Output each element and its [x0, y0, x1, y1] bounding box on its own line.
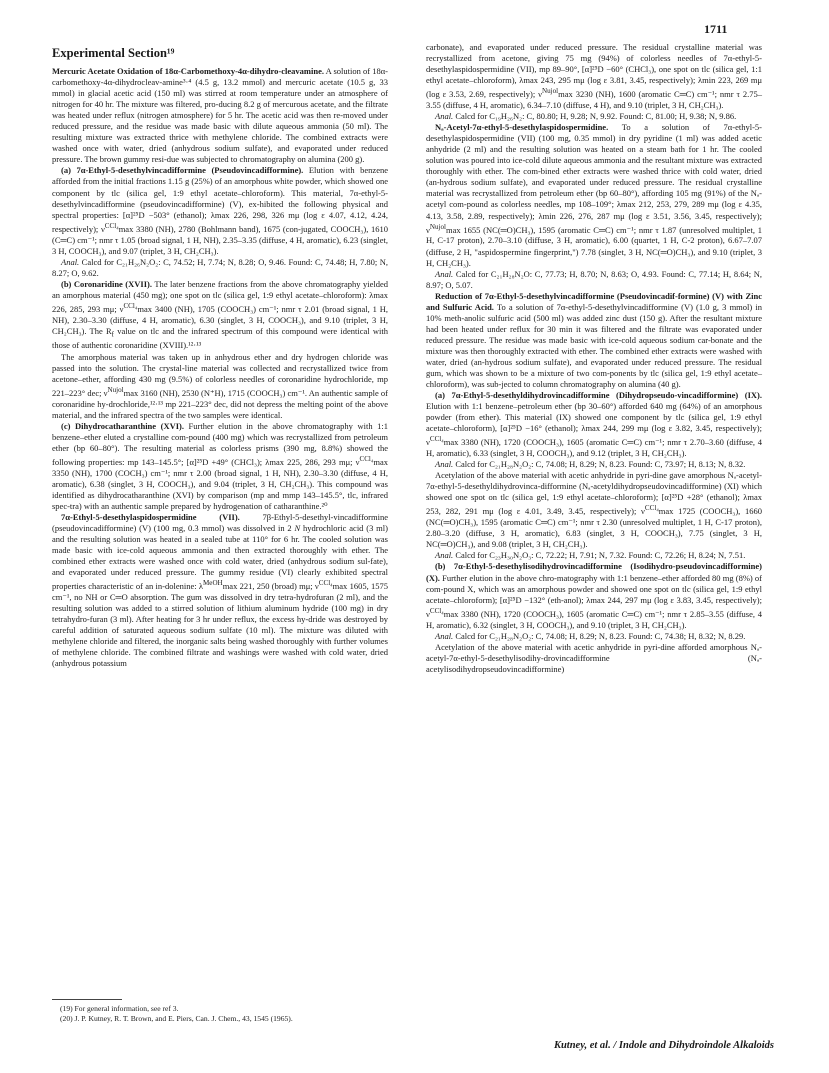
right-paragraph: carbonate), and evaporated under reduced pressure. The residual crystalline material was recrystallized from acetone, giving 75 mg (94%) of colorless needles of 7α-ethyl-5-desethylaspidospermidine (VII), mp 89–90°, [α]²⁵D −60° (CHCl₃), one spot on tlc (silica gel, 1:1 ethyl acetate–chloroform), λmax 243, 295 mμ (log ε 3.81, 3.45, respectively); λmin 223, 269 mμ (log ε 3.53, 2.69, respectively); $\nu^{Nujol}\max$ 3230 (NH), 1600 (aromatic C═C) cm⁻¹; nmr τ 2.75–3.55 (diffuse, 4 H, aromatic), 6.34–7.10 (diffuse, 4 H), and 9.10 (triplet, 3 H, CH₂CH₃).: [426, 42, 762, 111]
right-paragraph: Acetylation of the above material with acetic anhydride in pyri-dine afforded amorphous Nₐ-acetyl-7α-ethyl-5-desethylisodihy-drovincadifformine (Nₐ-acetylisodihydropseudovincadifformine): [426, 641, 762, 674]
right-paragraph: Anal. Calcd for C₂₃H₃₀N₂O₃: C, 72.22; H, 7.91; N, 7.32. Found: C, 72.26; H, 8.24; N, 7.51.: [435, 550, 746, 561]
right-paragraph: Reduction of 7α-Ethyl-5-desethylvincadifformine (Pseudovincadif-formine) (V) with Zinc and Sulfuric Acid. To a solution of 7α-ethyl-5-desethylvincadifformine (V) (1.0 g, 3 mmol) in 10% meth-anolic sulfuric acid (500 ml) was added zinc dust (150 g). After the resultant mixture had been heated under reflux for 30 min it was filtered and the filtrate was evaporated under reduced pressure. The residue was made basic with ice-cold aqueous sodium car-bonate and the mixture was then thoroughly extracted with ether. The combined ether extracts were washed with water, dried (an-hydrous sodium sulfate), and evaporated under reduced pressure. The residual gum, which was shown to be a mixture of two com-ponents by tlc (silica gel, 1:9 ethyl acetate–chloroform), was sub-jected to column chromatography on alumina (40 g).: [426, 290, 762, 390]
right-paragraph: Anal. Calcd for C₁₉H₂₆N₂: C, 80.80; H, 9.28; N, 9.92. Found: C, 81.00; H, 9.38; N, 9.86.: [435, 111, 737, 122]
right-paragraphs: [426, 42, 762, 675]
footnote-20: (20) J. P. Kutney, R. T. Brown, and E. Piers, Can. J. Chem., 43, 1545 (1965).: [60, 1014, 293, 1023]
right-paragraph: (b) 7α-Ethyl-5-desethylisodihydrovincadifformine (Isodihydro-pseudovincadifformine) (X). Further elution in the above chro-matography with 1:1 benzene–ether afforded 80 mg (8%) of com-pound X, which was an amorphous powder and showed one spot on tlc (silica gel, 1:9 ethyl acetate–chloroform); [α]²⁵D −132° (eth-anol); λmax 244, 297 mμ (log ε 3.83, 3.45, respectively); $\nu^{CCl_4}\max$ 3380 (NH), 1720 (COOCH₃), 1605 (aromatic C═C) cm⁻¹; nmr τ 2.85–3.55 (diffuse, 4 H, aromatic), 6.32 (singlet, 3 H, COOCH₃), and 9.10 (triplet, 3 H, CH₂CH₃).: [426, 561, 762, 630]
left-paragraph: The amorphous material was taken up in anhydrous ether and dry hydrogen chloride was passed into the solution. The crystal-line material was collected and recrystallized twice from acetone–ether, affording 430 mg (9.5%) of colorless needles of coronaridine hydrochloride, mp 221–223° dec; $\nu^{Nujol}\max$ 3160 (NH), 2530 (N⁺H), 1715 (COOCH₃) cm⁻¹. An authentic sample of coronaridine hy-drochloride,¹²·¹³ mp 221–223° dec, did not depress the melting point of the above material, and the infrared spectra of the two samples were identical.: [52, 351, 388, 420]
footnote-19: (19) For general information, see ref 3.: [60, 1004, 179, 1013]
right-paragraph: Anal. Calcd for C₂₁H₂₈N₂O: C, 77.73; H, 8.70; N, 8.63; O, 4.93. Found: C, 77.14; H, 8.64; N, 8.97; O, 5.07.: [426, 268, 762, 290]
left-paragraph: Anal. Calcd for C₂₁H₂₆N₂O₂: C, 74.52; H, 7.74; N, 8.28; O, 9.46. Found: C, 74.48; H, 7.80; N, 8.27; O, 9.62.: [52, 256, 388, 278]
footnotes: [52, 1004, 388, 1024]
right-paragraph: Acetylation of the above material with acetic anhydride in pyri-dine gave amorphous Nₐ-acetyl-7α-ethyl-5-desethyldihydrovinca-difformine (Nₐ-acetyldihydropseudovincadifformine) (XI) which showed one spot on tlc (silica gel, 1:9 ethyl acetate–chloroform); [α]²⁵D +28° (ethanol); λmax 253, 282, 291 mμ (log ε 4.01, 3.49, 3.45, respectively); $\nu^{CCl_4}\max$ 1725 (COOCH₃), 1660 (NC(═O)CH₃), 1595 (aromatic C═C) cm⁻¹; nmr τ 2.30 (unresolved multiplet, 1 H, C-17 proton), 2.80–3.20 (diffuse, 3 H, aromatic), 6.83 (singlet, 3 H, COOCH₃), 7.75 (singlet, 3 H, NC(═O)CH₃), and 9.08 (triplet, 3 H, CH₂CH₃).: [426, 470, 762, 550]
left-paragraph: (b) Coronaridine (XVII). The later benzene fractions from the above chromatography yielded an amorphous material (450 mg); one spot on tlc (silica gel, 1:9 ethyl acetate–chloroform): λmax 226, 285, 293 mμ; $\nu^{CCl_4}\max$ 3400 (NH), 1705 (COOCH₃) cm⁻¹; nmr τ 2.01 (broad signal, 1 H, NH), 2.30–3.30 (diffuse, 4 H, aromatic), 6.30 (singlet, 3 H, COOCH₃), and 9.10 (triplet, 3 H, CH₂CH₃). The $R_f$ value on tlc and the infrared spectrum of this compound were identical with those of authentic coronaridine (XVIII).¹²·¹³: [52, 278, 389, 351]
footnote-rule: [52, 999, 122, 1000]
page-number: 1711: [704, 22, 728, 36]
right-column: [426, 42, 762, 675]
left-paragraph: (c) Dihydrocatharanthine (XVI). Further elution in the above chromatography with 1:1 benzene–ether eluted a crystalline com-pound (400 mg) which was recrystallized from petroleum ether (bp 60–80°). The resulting material as colorless prisms (390 mg, 8.8%) showed the following properties: mp 143–145.5°; [α]²⁵D +49° (CHCl₃); λmax 225, 286, 293 mμ; $\nu^{CCl_4}\max$ 3350 (NH), 1700 (COCH₃) cm⁻¹; nmr τ 2.00 (broad signal, 1 H, NH), 2.30–3.30 (diffuse, 4 H, aromatic), 6.38 (singlet, 3 H, COOCH₃), and 9.04 (triplet, 3 H, CH₂CH₃). This compound was identified as dihydrocatharanthine (XVI) by comparison (mp and mmp 143–145.5°, tlc, infrared spec-tra) with an authentic sample prepared by hydrogenation of catharanthine.²⁰: [52, 420, 388, 511]
left-paragraph: Mercuric Acetate Oxidation of 18α-Carbomethoxy-4α-dihydro-cleavamine. A solution of 18α-carbomethoxy-4α-dihydrocleav-amine³·⁴ (4.5 g, 13.2 mmol) and mercuric acetate (10.5 g, 33 mmol) in glacial acetic acid (150 ml) was stirred at room temperature under an atmosphere of nitrogen for 40 hr. The mixture was filtered, pro-ducing 8.2 g of mercurous acetate, and the filtrate was heated under reflux (nitrogen atmosphere) for 5 hr. The acetic acid was then re-moved under reduced pressure, and the residue was made basic with dilute aqueous ammonia (50 ml). The resulting mixture was extracted thrice with methylene chloride. The combined extracts were washed once with water, dried (anhydrous sodium sulfate), and evaporated under reduced pressure. The brown gummy resi-due was subjected to chromatography on alumina (200 g).: [52, 66, 388, 165]
right-paragraph: (a) 7α-Ethyl-5-desethyldihydrovincadifformine (Dihydropseudo-vincadifformine) (IX). Elution with 1:1 benzene–petroleum ether (bp 30–60°) afforded 640 mg (64%) of an amorphous powder (from ether). This material (IX) showed one component by tlc (silica gel, 1:9 ethyl acetate–chloroform), [α]²⁵D −16° (ethanol); λmax 244, 299 mμ (log ε 3.82, 3.45, respectively); $\nu^{CCl_4}\max$ 3380 (NH), 1720 (COOCH₃), 1605 (aromatic C═C) cm⁻¹; nmr τ 2.70–3.60 (diffuse, 4 H, aromatic), 6.33 (singlet, 3 H, COOCH₃), and 9.12 (triplet, 3 H, CH₂CH₃).: [426, 390, 762, 459]
right-paragraph: Anal. Calcd for C₂₁H₂₈N₂O₂: C, 74.08; H, 8.29; N, 8.23. Found: C, 74.38; H, 8.32; N, 8.29.: [435, 630, 746, 641]
running-footer: Kutney, et al. / Indole and Dihydroindole Alkaloids: [553, 1040, 774, 1051]
section-title: Experimental Section¹⁹: [52, 46, 175, 60]
right-paragraph: Anal. Calcd for C₂₁H₂₈N₂O₂: C, 74.08; H, 8.29; N, 8.23. Found: C, 73.97; H, 8.13; N, 8.32.: [435, 459, 746, 470]
left-paragraph: (a) 7α-Ethyl-5-desethylvincadifformine (Pseudovincadifformine). Elution with benzene afforded from the initial fractions 1.15 g (25%) of an amorphous white powder, which showed one component by tlc (silica gel, 1:9 ethyl acetate–chloroform). This material, 7α-ethyl-5-desethylvincadifformine (pseudovincadifformine) (V), ex-hibited the following physical and spectral properties: [α]²⁵D −503° (ethanol); λmax 226, 298, 326 mμ (log ε 4.07, 4.12, 4.24, respectively); $\nu^{CCl_4}\max$ 3380 (NH), 2780 (Bohlmann band), 1675 (con-jugated, COOCH₃), 1610 (C═C) cm⁻¹; nmr τ 1.05 (broad signal, 1 H, NH), 2.35–3.35 (diffuse, 4 H, aromatic), 6.23 (singlet, 3 H, COOCH₃), and 9.07 (triplet, 3 H, CH₂CH₃).: [52, 165, 389, 256]
left-paragraph: 7α-Ethyl-5-desethylaspidospermidine (VII). 7β-Ethyl-5-desethyl-vincadifformine (pseudovincadifformine) (V) (100 mg, 0.3 mmol) was dissolved in 2 N hydrochloric acid (3 ml) and the resulting solution was heated in a sealed tube at 110° for 6 hr. The cooled solution was made basic with ice-cold aqueous ammonia and then extracted thoroughly with ether. The combined ether extracts were washed once with cold water, dried (anhydrous sodium sul-fate), and evaporated under reduced pressure. The gummy residue (VI) clearly exhibited spectral properties characteristic of an in-dolenine: $\lambda^{MeOH}\max$ 221, 250 (broad) mμ; $\nu^{CCl_4}\max$ 1605, 1575 cm⁻¹, no NH or C═O absorption. The gum was dissolved in dry tetra-hydrofuran (2 ml), and the resulting solution was added to a stirred solution of lithium aluminum hydride (100 mg) in dry tetrahydro-furan (3 ml). After heating for 3 hr under reflux, the excess hy-dride was destroyed by careful addition of saturated aqueous sodium sulfate (10 ml). The mixture was diluted with methylene chloride and filtered, the inorganic salts being washed thoroughly with further volumes of methylene chloride. The combined filtrate and washings were washed with cold water, dried (anhydrous potassium: [52, 511, 388, 669]
left-paragraphs: [52, 66, 388, 669]
right-paragraph: Nₐ-Acetyl-7α-ethyl-5-desethylaspidospermidine. To a solution of 7α-ethyl-5-desethylaspidospermidine (VII) (100 mg, 0.35 mmol) in dry pyridine (1 ml) was added acetic anhydride (2 ml) and the resulting solution was heated on a steam bath for 1 hr. The cooled solution was poured into ice-cold dilute aqueous ammonia and the resultant mixture was extracted thoroughly with ether. The com-bined ether extracts were washed thrice with cold water, dried (an-hydrous sodium sulfate), and evaporated under reduced pressure. The residual crystalline material was recrystallized from petroleum ether (bp 60–80°), affording 105 mg (91%) of the Nₐ-acetyl com-pound as colorless needles, mp 108–109°; λmax 212, 253, 279, 289 mμ (log ε 4.35, 4.13, 3.58, 2.89, respectively); λmin 226, 276, 287 mμ (log ε 3.51, 3.56, 3.45, respectively); $\nu^{Nujol}\max$ 1655 (NC(═O)CH₃), 1595 (aromatic C═C) cm⁻¹; nmr τ 1.87 (unresolved multiplet, 1 H, C-17 proton), 2.70–3.10 (diffuse, 3 H, aromatic), 6.00 (quartet, 1 H, C-2 proton), 6.67–7.07 (diffuse, 2 H, "aspidospermine fingerprint,") 7.78 (singlet, 3 H, NC(═O)CH₃), and 9.10 (triplet, 3 H, CH₂CH₃).: [426, 122, 762, 268]
left-column: [52, 42, 388, 669]
